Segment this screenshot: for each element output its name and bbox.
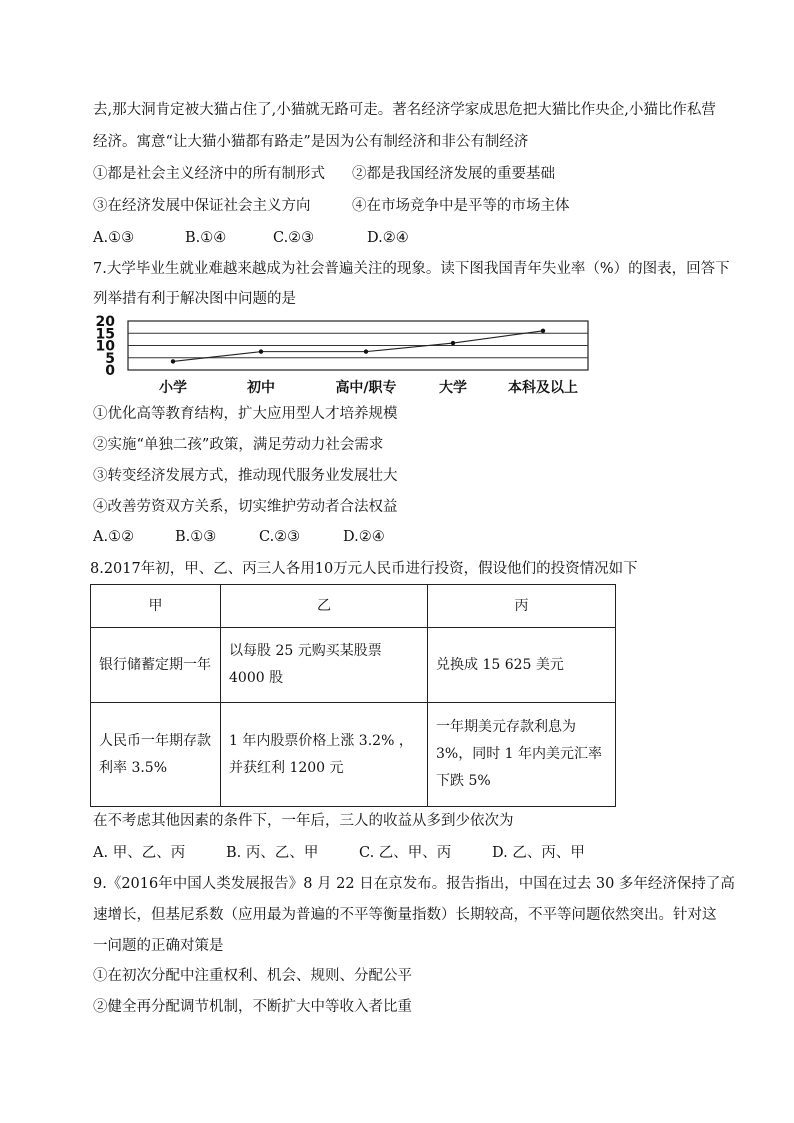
q6-statement-1: ①都是社会主义经济中的所有制形式 — [93, 166, 325, 182]
q6-option-d[interactable]: D.②④ — [367, 230, 409, 246]
q7-statement-2: ②实施“单独二孩”政策，满足劳动力社会需求 — [93, 437, 384, 453]
x-tick-label: 大学 — [439, 380, 467, 396]
header-bing: 丙 — [428, 585, 616, 628]
x-tick-label: 高中/职专 — [335, 380, 397, 396]
y-tick-label: 20 — [95, 314, 115, 330]
cell-jia-detail: 人民币一年期存款利率 3.5% — [91, 703, 221, 807]
cell-jia-method: 银行储蓄定期一年 — [91, 628, 221, 703]
x-tick-label: 小学 — [159, 380, 187, 396]
q7-option-d[interactable]: D.②④ — [343, 529, 385, 545]
q7-statement-1: ①优化高等教育结构，扩大应用型人才培养规模 — [93, 406, 398, 422]
q6-text-line1: 去,那大洞肯定被大猫占住了,小猫就无路可走。著名经济学家成思危把大猫比作央企,小猫比作私营 — [93, 102, 716, 118]
data-point — [259, 349, 263, 353]
header-yi: 乙 — [221, 585, 428, 628]
q6-option-c[interactable]: C.②③ — [273, 230, 315, 246]
q6-option-a[interactable]: A.①③ — [93, 230, 135, 246]
q8-options — [93, 844, 585, 862]
investment-table — [90, 584, 616, 807]
data-point — [171, 359, 175, 363]
q7-options — [93, 528, 385, 546]
q9-statement-1: ①在初次分配中注重权利、机会、规则、分配公平 — [93, 968, 412, 984]
header-jia: 甲 — [91, 585, 221, 628]
table-row — [91, 628, 616, 703]
q9-text-line2: 速增长，但基尼系数（应用最为普遍的不平等衡量指数）长期较高，不平等问题依然突出。针对这 — [93, 907, 717, 923]
series-line — [173, 331, 543, 362]
q6-options — [93, 229, 409, 247]
table-row — [91, 703, 616, 807]
q7-text-line2: 列举措有利于解决图中问题的是 — [93, 291, 296, 307]
y-tick-label: 5 — [105, 350, 115, 367]
q8-option-c[interactable]: C. 乙、甲、丙 — [359, 845, 452, 861]
q7-text-line1: 7.大学毕业生就业难越来越成为社会普遍关注的现象。读下图我国青年失业率（%）的图表，回答下 — [93, 261, 730, 277]
cell-bing-method: 兑换成 15 625 美元 — [428, 628, 616, 703]
data-point — [451, 341, 455, 345]
q9-statement-2: ②健全再分配调节机制，不断扩大中等收入者比重 — [93, 999, 412, 1015]
q6-text-line2: 经济。寓意“让大猫小猫都有路走”是因为公有制经济和非公有制经济 — [93, 134, 529, 150]
cell-yi-method: 以每股 25 元购买某股票 4000 股 — [221, 628, 428, 703]
q8-option-b[interactable]: B. 丙、乙、甲 — [226, 845, 319, 861]
y-tick-label: 0 — [105, 363, 115, 379]
unemployment-line-chart — [93, 312, 613, 398]
q6-statement-2: ②都是我国经济发展的重要基础 — [352, 166, 555, 182]
x-tick-label: 初中 — [247, 380, 275, 396]
data-point — [541, 329, 545, 333]
q8-option-d[interactable]: D. 乙、丙、甲 — [492, 845, 585, 861]
y-tick-label: 15 — [95, 326, 115, 343]
data-point — [364, 349, 368, 353]
q6-statement-3: ③在经济发展中保证社会主义方向 — [93, 198, 311, 214]
x-tick-label: 本科及以上 — [508, 380, 578, 396]
q7-option-c[interactable]: C.②③ — [259, 529, 301, 545]
q8-text-after: 在不考虑其他因素的条件下，一年后，三人的收益从多到少依次为 — [93, 813, 514, 829]
q9-text-line1: 9.《2016年中国人类发展报告》8 月 22 日在京发布。报告指出，中国在过去 30 多年经济保持了高 — [93, 876, 735, 892]
q6-option-b[interactable]: B.①④ — [185, 230, 227, 246]
q7-option-a[interactable]: A.①② — [93, 529, 135, 545]
q7-statement-4: ④改善劳资双方关系，切实维护劳动者合法权益 — [93, 499, 398, 515]
cell-yi-detail: 1 年内股票价格上涨 3.2% ，并获红利 1200 元 — [221, 703, 428, 807]
q8-text-line1: 8.2017年初，甲、乙、丙三人各用10万元人民币进行投资，假设他们的投资情况如下 — [90, 561, 638, 577]
table-header-row — [91, 585, 616, 628]
cell-bing-detail: 一年期美元存款利息为 3%，同时 1 年内美元汇率下跌 5% — [428, 703, 616, 807]
y-tick-label: 10 — [95, 338, 115, 355]
q7-option-b[interactable]: B.①③ — [175, 529, 217, 545]
q6-statement-4: ④在市场竞争中是平等的市场主体 — [352, 198, 570, 214]
q7-statement-3: ③转变经济发展方式，推动现代服务业发展壮大 — [93, 468, 398, 484]
q9-text-line3: 一问题的正确对策是 — [93, 938, 224, 954]
q8-option-a[interactable]: A. 甲、乙、丙 — [93, 845, 186, 861]
